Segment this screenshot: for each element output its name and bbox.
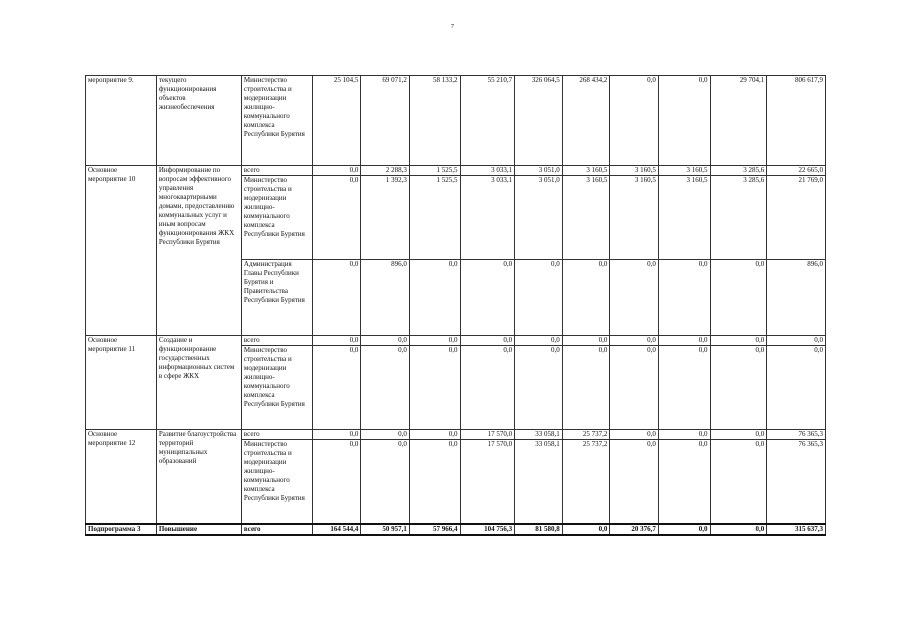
program-name-cell: Развитие благоустройства территорий муниципальных образований — [156, 430, 241, 524]
value-cell: 0,0 — [361, 336, 410, 346]
value-cell: 326 064,5 — [515, 76, 563, 166]
value-cell: 0,0 — [460, 260, 515, 336]
value-cell: 0,0 — [312, 166, 361, 176]
value-cell: 0,0 — [312, 346, 361, 430]
value-cell: 0,0 — [562, 336, 610, 346]
value-cell: 315 637,3 — [767, 524, 826, 535]
value-cell: 0,0 — [361, 440, 410, 524]
value-cell: 3 160,5 — [562, 176, 610, 260]
value-cell: 0,0 — [658, 346, 710, 430]
value-cell: 2 288,3 — [361, 166, 410, 176]
value-cell: 81 580,8 — [515, 524, 563, 535]
value-cell: 3 160,5 — [610, 166, 659, 176]
value-cell: 3 051,0 — [515, 166, 563, 176]
value-cell: 17 570,0 — [460, 430, 515, 440]
value-cell: 0,0 — [361, 430, 410, 440]
value-cell: 0,0 — [409, 346, 460, 430]
executor-cell: Администрация Главы Республики Бурятия и Правительства Республики Бурятия — [241, 260, 312, 336]
value-cell: 3 285,6 — [710, 166, 767, 176]
value-cell: 0,0 — [409, 440, 460, 524]
executor-cell: Министерство строительства и модернизации жилищно-коммунального комплекса Республики Бурятия — [241, 76, 312, 166]
table-row — [86, 430, 826, 440]
value-cell: 3 160,5 — [658, 176, 710, 260]
value-cell: 0,0 — [658, 440, 710, 524]
value-cell: 0,0 — [710, 430, 767, 440]
table-row — [86, 336, 826, 346]
value-cell: 0,0 — [610, 76, 659, 166]
value-cell: 0,0 — [658, 76, 710, 166]
value-cell: 3 033,1 — [460, 166, 515, 176]
value-cell: 0,0 — [409, 336, 460, 346]
value-cell: 164 544,4 — [312, 524, 361, 535]
value-cell: 0,0 — [312, 336, 361, 346]
value-cell: 1 392,3 — [361, 176, 410, 260]
value-cell: 0,0 — [658, 336, 710, 346]
value-cell: 69 071,2 — [361, 76, 410, 166]
value-cell: 58 133,2 — [409, 76, 460, 166]
value-cell: 896,0 — [361, 260, 410, 336]
value-cell: 0,0 — [710, 346, 767, 430]
budget-table — [85, 75, 826, 536]
value-cell: 25 104,5 — [312, 76, 361, 166]
program-name-cell: Создание и функционирование государственных информационных систем в сфере ЖКХ — [156, 336, 241, 430]
value-cell: 0,0 — [409, 260, 460, 336]
value-cell: 0,0 — [610, 430, 659, 440]
program-code-cell: Основное мероприятие 12 — [86, 430, 157, 524]
executor-cell: Министерство строительства и модернизации жилищно-коммунального комплекса Республики Бурятия — [241, 346, 312, 430]
value-cell: 0,0 — [361, 346, 410, 430]
value-cell: 896,0 — [767, 260, 826, 336]
executor-cell: Министерство строительства и модернизации жилищно-коммунального комплекса Республики Бурятия — [241, 176, 312, 260]
value-cell: 33 058,1 — [515, 430, 563, 440]
value-cell: 22 665,0 — [767, 166, 826, 176]
program-code-cell: мероприятие 9. — [86, 76, 157, 166]
value-cell: 0,0 — [562, 524, 610, 535]
value-cell: 0,0 — [710, 440, 767, 524]
value-cell: 0,0 — [312, 430, 361, 440]
value-cell: 0,0 — [710, 524, 767, 535]
value-cell: 25 737,2 — [562, 440, 610, 524]
value-cell: 0,0 — [515, 346, 563, 430]
value-cell: 3 051,0 — [515, 176, 563, 260]
table-row — [86, 166, 826, 176]
value-cell: 25 737,2 — [562, 430, 610, 440]
value-cell: 3 160,5 — [610, 176, 659, 260]
value-cell: 55 210,7 — [460, 76, 515, 166]
program-name-cell: текущего функционирования объектов жизнеобеспечения — [156, 76, 241, 166]
value-cell: 21 769,0 — [767, 176, 826, 260]
value-cell: 0,0 — [658, 430, 710, 440]
value-cell: 268 434,2 — [562, 76, 610, 166]
value-cell: 0,0 — [460, 346, 515, 430]
program-code-cell: Основное мероприятие 10 — [86, 166, 157, 336]
value-cell: 76 365,3 — [767, 430, 826, 440]
value-cell: 0,0 — [312, 260, 361, 336]
value-cell: 0,0 — [610, 440, 659, 524]
value-cell: 17 570,0 — [460, 440, 515, 524]
program-code-cell: Подпрограмма 3 — [86, 524, 157, 535]
value-cell: 0,0 — [658, 260, 710, 336]
value-cell: 1 525,5 — [409, 166, 460, 176]
value-cell: 0,0 — [610, 336, 659, 346]
value-cell: 0,0 — [312, 440, 361, 524]
program-name-cell: Повышение — [156, 524, 241, 535]
executor-cell: всего — [241, 430, 312, 440]
value-cell: 0,0 — [562, 346, 610, 430]
value-cell: 0,0 — [710, 260, 767, 336]
value-cell: 3 160,5 — [658, 166, 710, 176]
value-cell: 0,0 — [610, 346, 659, 430]
table-row — [86, 76, 826, 166]
value-cell: 29 704,1 — [710, 76, 767, 166]
value-cell: 0,0 — [710, 336, 767, 346]
value-cell: 3 285,6 — [710, 176, 767, 260]
table-row — [86, 524, 826, 535]
value-cell: 3 160,5 — [562, 166, 610, 176]
value-cell: 1 525,5 — [409, 176, 460, 260]
value-cell: 0,0 — [767, 346, 826, 430]
value-cell: 57 966,4 — [409, 524, 460, 535]
executor-cell: всего — [241, 166, 312, 176]
value-cell: 0,0 — [767, 336, 826, 346]
value-cell: 50 957,1 — [361, 524, 410, 535]
value-cell: 0,0 — [658, 524, 710, 535]
value-cell: 3 033,1 — [460, 176, 515, 260]
executor-cell: Министерство строительства и модернизации жилищно-коммунального комплекса Республики Бурятия — [241, 440, 312, 524]
value-cell: 0,0 — [515, 336, 563, 346]
value-cell: 76 365,3 — [767, 440, 826, 524]
value-cell: 104 756,3 — [460, 524, 515, 535]
value-cell: 0,0 — [610, 260, 659, 336]
value-cell: 806 617,9 — [767, 76, 826, 166]
value-cell: 20 376,7 — [610, 524, 659, 535]
value-cell: 0,0 — [562, 260, 610, 336]
value-cell: 0,0 — [409, 430, 460, 440]
value-cell: 0,0 — [312, 176, 361, 260]
value-cell: 33 058,1 — [515, 440, 563, 524]
executor-cell: всего — [241, 524, 312, 535]
page-number: 7 — [451, 24, 454, 30]
program-name-cell: Информирование по вопросам эффективного управления многоквартирными домами, предоставлению коммунальных услуг и иным вопросам функционирования ЖКХ Республики Бурятия — [156, 166, 241, 336]
program-code-cell: Основное мероприятие 11 — [86, 336, 157, 430]
value-cell: 0,0 — [460, 336, 515, 346]
executor-cell: всего — [241, 336, 312, 346]
value-cell: 0,0 — [515, 260, 563, 336]
